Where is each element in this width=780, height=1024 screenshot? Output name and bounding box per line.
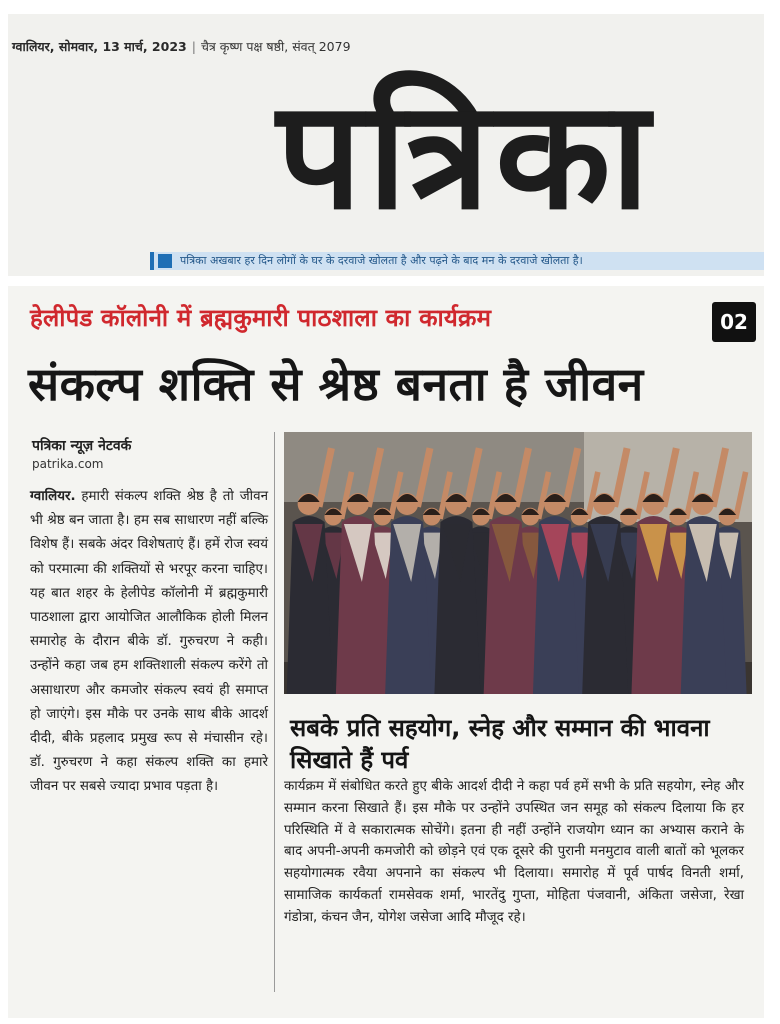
event-photo [284, 432, 752, 694]
newspaper-logo: पत्रिका [276, 67, 656, 243]
article-kicker: हेलीपेड कॉलोनी में ब्रह्मकुमारी पाठशाला का कार्यक्रम [30, 304, 492, 332]
article-subhead: सबके प्रति सहयोग, स्नेह और सम्मान की भावना सिखाते हैं पर्व [290, 714, 710, 774]
left-column-body [30, 485, 268, 800]
column-divider [274, 432, 275, 992]
page-number-badge: 02 [712, 302, 756, 342]
dateline [12, 38, 351, 55]
right-column-body: कार्यक्रम में संबोधित करते हुए बीके आदर्श दीदी ने कहा पर्व हमें सभी के प्रति सहयोग, स्नेह और सम्मान करना सिखाते हैं। इस मौके पर उन्होंने उपस्थित जन समूह को संकल्प दिलाया कि हर परिस्थिति में वे सकारात्मक सोचेंगे। इतना ही नहीं उन्होंने राजयोग ध्यान का अभ्यास कराने के बाद अपनी-अपनी कमजोरी को छोड़ने एवं एक दूसरे की पुरानी मनमुटाव वाली बातों को भूलकर सहयोगात्मक रवैया अपनाने का संकल्प भी दिलाया। समारोह में पूर्व पार्षद विनती शर्मा, सामाजिक कार्यकर्ता रामसेवक शर्मा, भारतेंदु गुप्ता, मोहिता पंजवानी, अंकिता जसेजा, रेखा गंडोत्रा, कंचन जैन, योगेश जसेजा आदि मौजूद रहे। [284, 779, 744, 925]
left-body-text: हमारी संकल्प शक्ति श्रेष्ठ है तो जीवन भी श्रेष्ठ बन जाता है। हम सब साधारण नहीं बल्कि विशेष हैं। सबके अंदर विशेषताएं हैं। हमें रोज स्वयं को परमात्मा की शक्तियों से भरपूर करना चाहिए। यह बात शहर के हेलीपेड कॉलोनी में ब्रह्मकुमारी पाठशाला द्वारा आयोजित आलौकिक होली मिलन समारोह के दौरान बीके डॉ. गुरुचरण ने कही। उन्होंने कहा जब हम शक्तिशाली संकल्प करेंगे तो असाधारण और कमजोर संकल्प स्वयं ही समाप्त हो जाएंगे। इस मौके पर उनके साथ बीके आदर्श दीदी, बीके प्रहलाद प्रमुख रूप से मंचासीन रहे। डॉ. गुरुचरण ने कहा संकल्प शक्ति का हमारे जीवन पर सबसे ज्यादा प्रभाव पड़ता है। [30, 489, 268, 795]
tagline-text: पत्रिका अखबार हर दिन लोगों के घर के दरवाजे खोलता है और पढ़ने के बाद मन के दरवाजे खोलता है। [180, 254, 583, 267]
lead-place: ग्वालियर. [30, 489, 76, 504]
photo-illustration [284, 432, 752, 694]
byline: पत्रिका न्यूज़ नेटवर्क [32, 438, 132, 454]
article-headline: संकल्प शक्ति से श्रेष्ठ बनता है जीवन [28, 357, 644, 411]
website-credit: patrika.com [32, 457, 104, 471]
dateline-separator: | [191, 39, 196, 54]
date-text: ग्वालियर, सोमवार, 13 मार्च, 2023 [12, 39, 187, 54]
tagline-bar [150, 252, 764, 270]
tithi-text: चैत्र कृष्ण पक्ष षष्ठी, संवत् 2079 [200, 39, 351, 54]
tagline-marker-icon [158, 254, 172, 268]
